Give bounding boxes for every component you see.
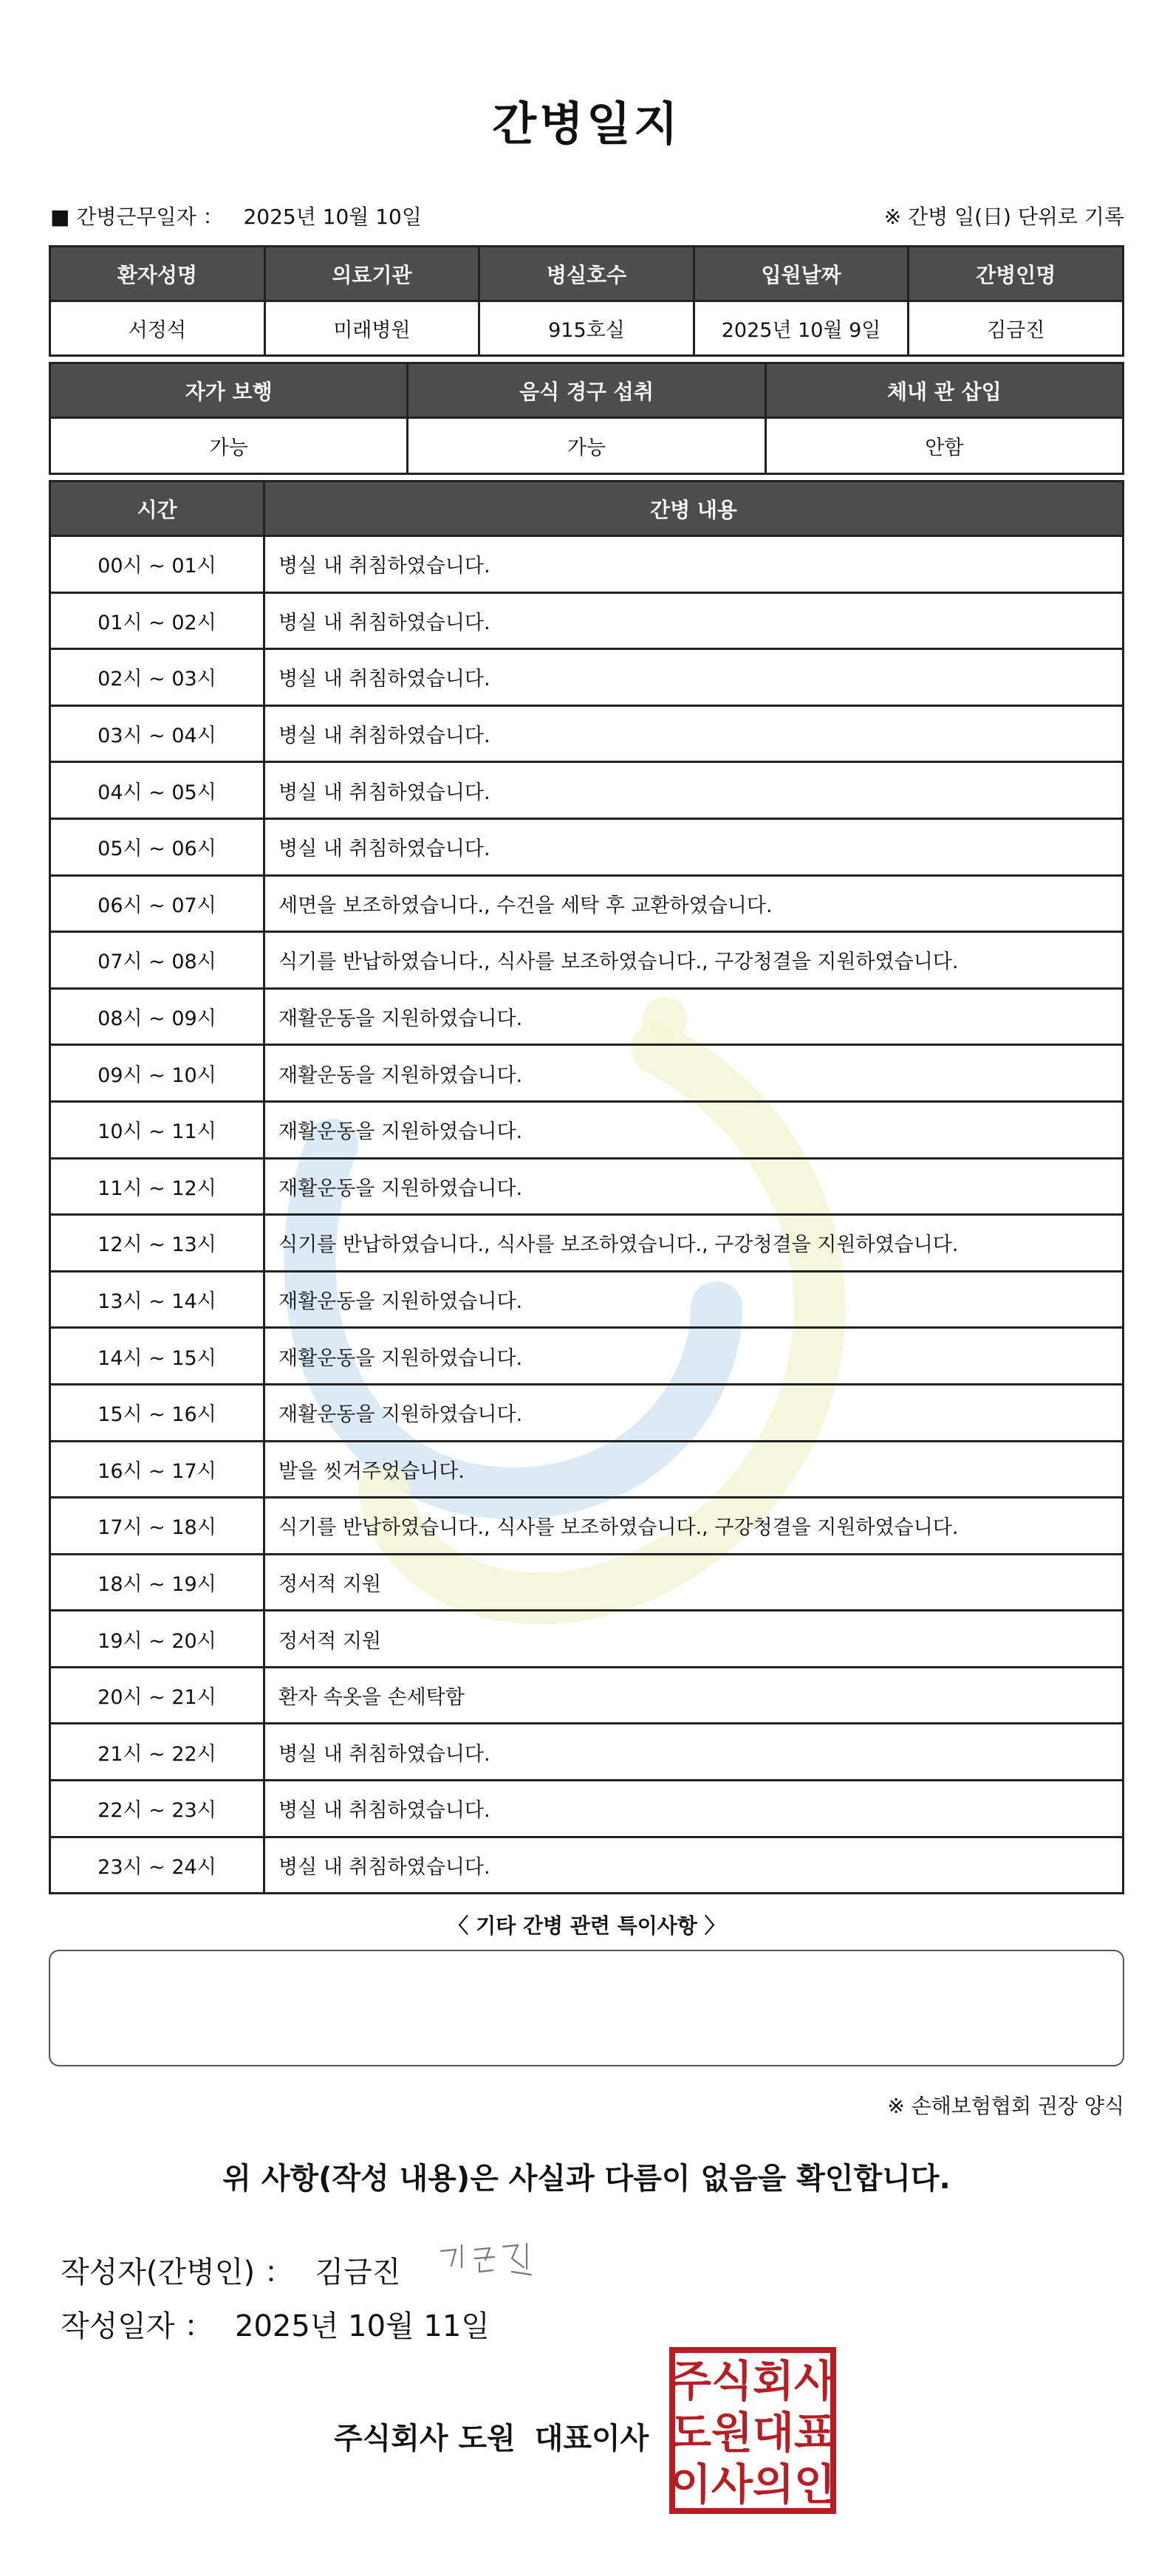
table-row	[50, 1667, 1124, 1724]
header-admission-date: 입원날짜	[694, 247, 909, 301]
content-cell: 병실 내 취침하였습니다.	[264, 536, 1124, 593]
confirmation-statement: 위 사항(작성 내용)은 사실과 다름이 없음을 확인합니다.	[222, 2162, 951, 2196]
svg-text:이사의인: 이사의인	[669, 2459, 836, 2510]
time-cell: 14시 ~ 15시	[50, 1328, 264, 1385]
hospital: 미래병원	[264, 301, 479, 356]
oral-intake-status: 가능	[408, 418, 765, 474]
header-time: 시간	[50, 482, 264, 536]
header-oral-intake: 음식 경구 섭취	[408, 363, 765, 418]
time-cell: 05시 ~ 06시	[50, 818, 264, 875]
content-cell: 식기를 반납하였습니다., 식사를 보조하였습니다., 구강청결을 지원하였습니다.	[264, 932, 1124, 989]
content-cell: 재활운동을 지원하였습니다.	[264, 1271, 1124, 1328]
header-content: 간병 내용	[264, 482, 1124, 536]
table-row	[50, 875, 1124, 932]
table-row	[50, 932, 1124, 989]
content-cell: 발을 씻겨주었습니다.	[264, 1441, 1124, 1498]
table-row	[50, 1158, 1124, 1215]
patient-name: 서정석	[50, 301, 265, 356]
date-value: 2025년 10월 11일	[235, 2309, 490, 2343]
memo-title: 〈 기타 간병 관련 특이사항 〉	[448, 1914, 725, 1938]
time-cell: 12시 ~ 13시	[50, 1215, 264, 1272]
time-cell: 11시 ~ 12시	[50, 1158, 264, 1215]
time-cell: 01시 ~ 02시	[50, 592, 264, 649]
table-row	[50, 762, 1124, 819]
table-row	[50, 1498, 1124, 1555]
table-row	[50, 592, 1124, 649]
time-cell: 09시 ~ 10시	[50, 1045, 264, 1102]
table-row	[50, 1781, 1124, 1837]
content-cell: 정서적 지원	[264, 1554, 1124, 1611]
patient-info-value-row	[50, 301, 1124, 356]
content-cell: 병실 내 취침하였습니다.	[264, 592, 1124, 649]
table-row	[50, 988, 1124, 1045]
work-date-label: ■ 간병근무일자 ：	[50, 205, 224, 229]
time-cell: 04시 ~ 05시	[50, 762, 264, 819]
time-cell: 19시 ~ 20시	[50, 1611, 264, 1668]
time-cell: 23시 ~ 24시	[50, 1837, 264, 1894]
time-cell: 06시 ~ 07시	[50, 875, 264, 932]
date-label: 작성일자 ：	[61, 2309, 214, 2343]
patient-info-table	[49, 245, 1124, 357]
svg-text:주식회사: 주식회사	[669, 2356, 836, 2406]
date-row	[61, 2303, 490, 2345]
time-cell: 00시 ~ 01시	[50, 536, 264, 593]
table-row	[50, 1611, 1124, 1668]
content-cell: 병실 내 취침하였습니다.	[264, 1837, 1124, 1894]
time-cell: 22시 ~ 23시	[50, 1781, 264, 1837]
table-row	[50, 1271, 1124, 1328]
patient-info-header-row	[50, 247, 1124, 301]
table-row	[50, 1328, 1124, 1385]
table-row	[50, 536, 1124, 593]
content-cell: 재활운동을 지원하였습니다.	[264, 1101, 1124, 1158]
admission-date: 2025년 10월 9일	[694, 301, 909, 356]
company-seal	[669, 2347, 836, 2514]
time-cell: 07시 ~ 08시	[50, 932, 264, 989]
time-cell: 20시 ~ 21시	[50, 1667, 264, 1724]
company-signature-line	[334, 2415, 649, 2457]
memo-box	[49, 1950, 1124, 2066]
table-row	[50, 705, 1124, 762]
content-cell: 세면을 보조하였습니다., 수건을 세탁 후 교환하였습니다.	[264, 875, 1124, 932]
content-cell: 식기를 반납하였습니다., 식사를 보조하였습니다., 구강청결을 지원하였습니다.	[264, 1498, 1124, 1555]
table-row	[50, 1837, 1124, 1894]
header-walking: 자가 보행	[50, 363, 408, 418]
header-room: 병실호수	[479, 247, 694, 301]
time-cell: 18시 ~ 19시	[50, 1554, 264, 1611]
table-row	[50, 1384, 1124, 1441]
walking-status: 가능	[50, 418, 408, 474]
record-note: ※ 간병 일(日) 단위로 기록	[883, 205, 1124, 229]
time-cell: 13시 ~ 14시	[50, 1271, 264, 1328]
content-cell: 재활운동을 지원하였습니다.	[264, 1158, 1124, 1215]
page-title: 간병일지	[492, 97, 681, 151]
writer-label: 작성자(간병인) ：	[61, 2255, 294, 2289]
content-cell: 식기를 반납하였습니다., 식사를 보조하였습니다., 구강청결을 지원하였습니다.	[264, 1215, 1124, 1272]
patient-status-header-row	[50, 363, 1124, 418]
tube-status: 안함	[765, 418, 1123, 474]
care-log-header-row	[50, 482, 1124, 536]
care-log-table	[49, 480, 1124, 1894]
table-row	[50, 1554, 1124, 1611]
caregiver-name: 김금진	[909, 301, 1124, 356]
content-cell: 정서적 지원	[264, 1611, 1124, 1668]
time-cell: 08시 ~ 09시	[50, 988, 264, 1045]
table-row	[50, 1215, 1124, 1272]
content-cell: 재활운동을 지원하였습니다.	[264, 1384, 1124, 1441]
signature-image	[435, 2238, 546, 2282]
header-tube: 체내 관 삽입	[765, 363, 1123, 418]
work-date: 2025년 10월 10일	[243, 205, 422, 229]
content-cell: 병실 내 취침하였습니다.	[264, 762, 1124, 819]
content-cell: 환자 속옷을 손세탁함	[264, 1667, 1124, 1724]
table-row	[50, 649, 1124, 706]
work-date-line	[50, 201, 422, 230]
time-cell: 16시 ~ 17시	[50, 1441, 264, 1498]
time-cell: 10시 ~ 11시	[50, 1101, 264, 1158]
time-cell: 03시 ~ 04시	[50, 705, 264, 762]
time-cell: 21시 ~ 22시	[50, 1724, 264, 1781]
writer-name: 김금진	[315, 2255, 401, 2289]
time-cell: 02시 ~ 03시	[50, 649, 264, 706]
content-cell: 재활운동을 지원하였습니다.	[264, 1045, 1124, 1102]
content-cell: 병실 내 취침하였습니다.	[264, 1781, 1124, 1837]
content-cell: 재활운동을 지원하였습니다.	[264, 1328, 1124, 1385]
header-patient-name: 환자성명	[50, 247, 265, 301]
table-row	[50, 1724, 1124, 1781]
content-cell: 재활운동을 지원하였습니다.	[264, 988, 1124, 1045]
representative-title: 대표이사	[534, 2422, 649, 2456]
time-cell: 15시 ~ 16시	[50, 1384, 264, 1441]
svg-text:도원대표: 도원대표	[669, 2408, 836, 2458]
patient-status-table	[49, 362, 1124, 475]
header-caregiver: 간병인명	[909, 247, 1124, 301]
table-row	[50, 818, 1124, 875]
room-number: 915호실	[479, 301, 694, 356]
time-cell: 17시 ~ 18시	[50, 1498, 264, 1555]
company-name: 주식회사 도원	[334, 2422, 516, 2456]
patient-status-value-row	[50, 418, 1124, 474]
content-cell: 병실 내 취침하였습니다.	[264, 818, 1124, 875]
content-cell: 병실 내 취침하였습니다.	[264, 1724, 1124, 1781]
table-row	[50, 1441, 1124, 1498]
content-cell: 병실 내 취침하였습니다.	[264, 649, 1124, 706]
writer-row	[61, 2238, 546, 2291]
content-cell: 병실 내 취침하였습니다.	[264, 705, 1124, 762]
table-row	[50, 1101, 1124, 1158]
header-hospital: 의료기관	[264, 247, 479, 301]
table-row	[50, 1045, 1124, 1102]
footnote: ※ 손해보험협회 권장 양식	[887, 2094, 1124, 2118]
